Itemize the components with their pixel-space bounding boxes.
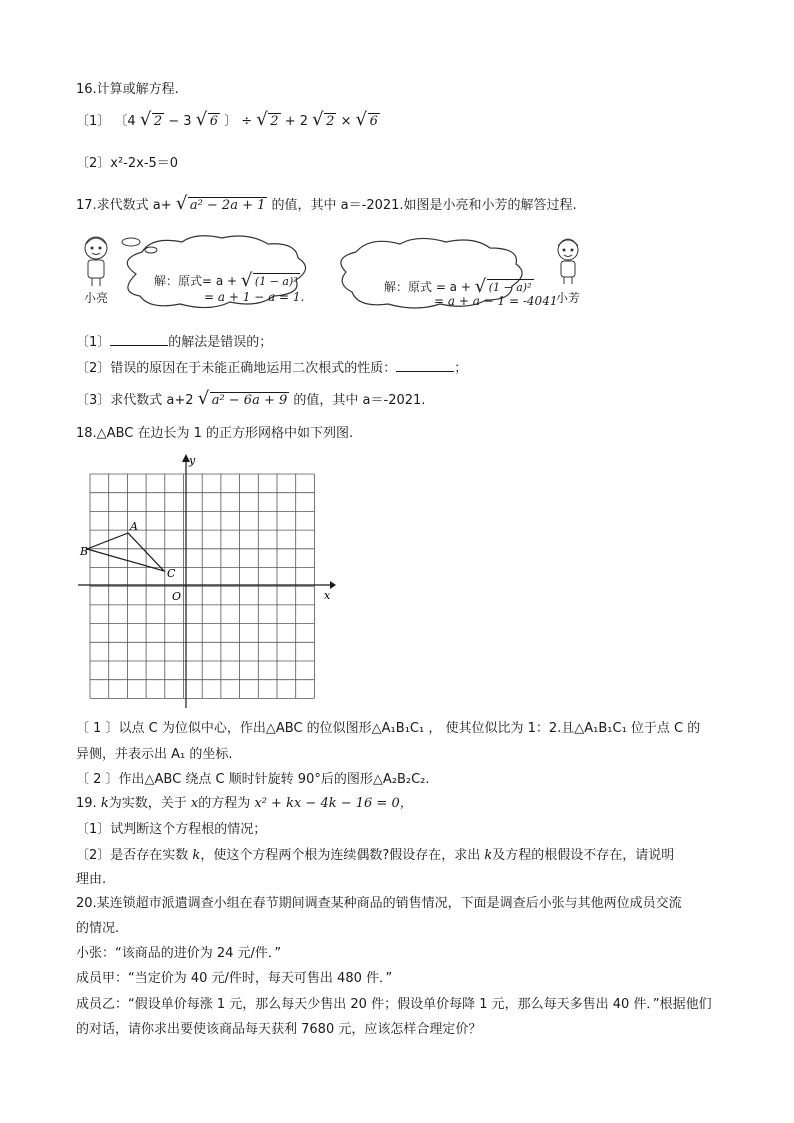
q16-minus3: − 3 <box>168 114 192 129</box>
origin-label: O <box>172 590 182 603</box>
cloud2-line1: 解：原式 = a + √ (1 − a)² <box>384 278 534 296</box>
q17-part3: 〔3〕求代数式 a+2 √ a² − 6a + 9 的值，其中 a＝-2021. <box>76 391 425 411</box>
q16-close: 〕 ÷ <box>224 114 253 129</box>
x-axis-label: x <box>324 589 331 602</box>
xiaoliang-figure-icon <box>85 237 107 286</box>
q18-part1-line2: 异侧，并表示出 A₁ 的坐标. <box>76 747 233 762</box>
q16-part1-label: 〔1〕 <box>76 114 111 129</box>
q20-line6: 的对话，请你求出要使该商品每天获利 7680 元，应该怎样合理定价？ <box>76 1022 482 1037</box>
sqrt-6b: √ 6 <box>356 112 380 132</box>
q19-part2: 〔2〕是否存在实数 k，使这个方程两个根为连续偶数?假设存在，求出 k及方程的根假设不存在，请说明 <box>76 848 675 863</box>
point-a-label: A <box>130 520 138 533</box>
cloud1-line1: 解：原式= a + √ (1 − a)² <box>154 272 300 290</box>
blank-2[interactable] <box>396 358 454 372</box>
blank-1[interactable] <box>110 332 168 346</box>
q17-title-post: 的值，其中 a＝-2021.如图是小亮和小芳的解答过程. <box>271 198 577 213</box>
q20-line4: 成员甲：“当定价为 40 元/件时，每天可售出 480 件．” <box>76 971 393 986</box>
point-c-label: C <box>167 567 176 580</box>
q16-plus2: + 2 <box>284 114 309 129</box>
q16-title: 16.计算或解方程. <box>76 82 179 97</box>
sqrt-2a: √ 2 <box>140 112 164 132</box>
cloud1-line2: = a + 1 − a = 1. <box>204 290 305 304</box>
q18-title: 18.△ABC 在边长为 1 的正方形网格中如下列图. <box>76 426 354 441</box>
q16-times: × <box>340 114 352 129</box>
sqrt-2c: √ 2 <box>312 112 336 132</box>
q19-title: 19. k为实数，关于 x的方程为 x² + kx − 4k − 16 = 0， <box>76 796 413 811</box>
q17-title-sqrt: √ a² − 2a + 1 <box>176 196 268 216</box>
q16-part1-open: 〔4 <box>114 114 136 129</box>
sqrt-6a: √ 6 <box>196 112 220 132</box>
q17-part2: 〔2〕错误的原因在于未能正确地运用二次根式的性质： ； <box>76 358 467 379</box>
q17-title-pre: 17.求代数式 a+ <box>76 198 172 213</box>
triangle-abc <box>87 533 164 571</box>
y-axis-label: y <box>189 454 196 467</box>
point-b-label: B <box>80 545 89 558</box>
q16-part1 <box>76 112 380 132</box>
coordinate-grid <box>76 454 336 710</box>
xiaoliang-label: 小亮 <box>84 291 109 305</box>
q18-part1-line1: 〔 1 〕以点 C 为位似中心，作出△ABC 的位似图形△A₁B₁C₁ ， 使其位似比为 1：2.且△A₁B₁C₁ 位于点 C 的 <box>76 721 701 736</box>
xiaofang-label: 小芳 <box>556 291 581 305</box>
xiaofang-figure-icon <box>558 239 578 284</box>
x-axis-arrow-icon <box>330 581 336 589</box>
cloud2-line2: = a + a − 1 = -4041 <box>434 294 558 308</box>
q19-part1: 〔1〕试判断这个方程根的情况； <box>76 822 267 837</box>
q20-line1: 20.某连锁超市派遣调查小组在春节期间调查某种商品的销售情况，下面是调查后小张与其他两位成员交流 <box>76 896 682 911</box>
sqrt-2b: √ 2 <box>256 112 280 132</box>
q17-part3-sqrt: √ a² − 6a + 9 <box>198 391 290 411</box>
q16-part2: 〔2〕x²-2x-5＝0 <box>76 156 179 171</box>
q19-part2-line2: 理由. <box>76 872 107 887</box>
q17-part1: 〔1〕 的解法是错误的； <box>76 332 272 353</box>
q20-line5: 成员乙：“假设单价每涨 1 元，那么每天少售出 20 件；假设单价每降 1 元，那么每天多售出 40 件．”根据他们 <box>76 997 712 1012</box>
q17-title <box>76 196 577 216</box>
q20-line2: 的情况. <box>76 921 120 936</box>
q20-line3: 小张：“该商品的进价为 24 元/件．” <box>76 946 282 961</box>
q18-part2: 〔 2 〕作出△ABC 绕点 C 顺时针旋转 90°后的图形△A₂B₂C₂. <box>76 772 430 787</box>
